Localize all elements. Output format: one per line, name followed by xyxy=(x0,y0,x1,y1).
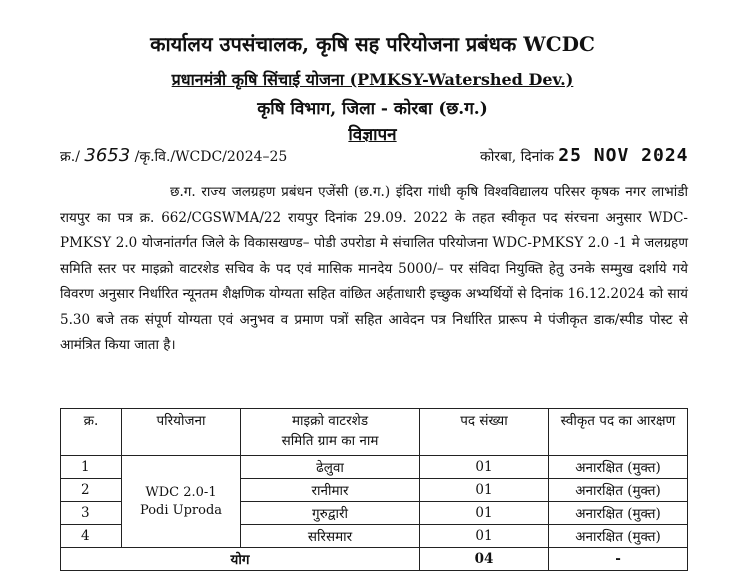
cell-reservation: अनारक्षित (मुक्त) xyxy=(549,456,688,479)
cell-village: ढेलुवा xyxy=(241,456,420,479)
header-sno: क्र. xyxy=(61,409,122,456)
total-reservation: - xyxy=(549,548,688,571)
cell-posts: 01 xyxy=(420,456,549,479)
cell-reservation: अनारक्षित (मुक्त) xyxy=(549,502,688,525)
place-date-label: कोरबा, दिनांक xyxy=(480,149,554,165)
total-posts: 04 xyxy=(420,548,549,571)
reference-number xyxy=(60,145,287,166)
cell-posts: 01 xyxy=(420,479,549,502)
cell-village: गुरुद्वारी xyxy=(241,502,420,525)
reference-suffix: /कृ.वि./WCDC/2024–25 xyxy=(134,149,288,165)
handwritten-number: 3653 xyxy=(84,145,131,166)
cell-posts: 01 xyxy=(420,525,549,548)
scheme-title: प्रधानमंत्री कृषि सिंचाई योजना (PMKSY-Watershed Dev.) xyxy=(171,70,574,89)
cell-sno: 2 xyxy=(61,479,122,502)
notice-title: विज्ञापन xyxy=(348,125,397,145)
project-line1: WDC 2.0-1 xyxy=(145,484,217,500)
date-stamp: 25 NOV 2024 xyxy=(558,145,689,166)
cell-sno: 3 xyxy=(61,502,122,525)
header-micro-watershed xyxy=(241,409,420,456)
cell-reservation: अनारक्षित (मुक्त) xyxy=(549,479,688,502)
table-total-row xyxy=(61,548,688,571)
table-header-row xyxy=(61,409,688,456)
cell-reservation: अनारक्षित (मुक्त) xyxy=(549,525,688,548)
cell-village: सरिसमार xyxy=(241,525,420,548)
header-mws-line1: माइक्रो वाटरशेड xyxy=(291,413,369,429)
posts-table xyxy=(60,408,688,571)
header-project: परियोजना xyxy=(122,409,241,456)
cell-sno: 4 xyxy=(61,525,122,548)
total-label: योग xyxy=(61,548,420,571)
reference-prefix: क्र./ xyxy=(60,149,80,165)
header-posts: पद संख्या xyxy=(420,409,549,456)
department-title: कृषि विभाग, जिला - कोरबा (छ.ग.) xyxy=(257,99,488,119)
office-title: कार्यालय उपसंचालक, कृषि सह परियोजना प्रबंधक WCDC xyxy=(150,32,595,56)
notice-body xyxy=(60,180,688,359)
cell-project xyxy=(122,456,241,548)
place-date xyxy=(480,145,689,166)
cell-village: रानीमार xyxy=(241,479,420,502)
cell-posts: 01 xyxy=(420,502,549,525)
project-line2: Podi Uproda xyxy=(139,502,223,518)
header-reservation: स्वीकृत पद का आरक्षण xyxy=(549,409,688,456)
notice-paragraph: छ.ग. राज्य जलग्रहण प्रबंधन एजेंसी (छ.ग.) इंदिरा गांधी कृषि विश्वविद्यालय परिसर कृषक नगर लाभांडी रायपुर का पत्र क्र. 662/CGSWMA/22 रायपुर दिनांक 29.09. 2022 के तहत स्वीकृत पद संरचना अनुसार WDC-PMKSY 2.0 योजनांतर्गत जिले के विकासखण्ड– पोडी उपरोडा मे संचालित परियोजना WDC-PMKSY 2.0 -1 मे जलग्रहण समिति स्तर पर माइक्रो वाटरशेड सचिव के पद एवं मासिक मानदेय 5000/– पर संविदा नियुक्ति हेतु उनके सम्मुख दर्शाये गये विवरण अनुसार निर्धारित न्यूनतम शैक्षणिक योग्यता सहित वांछित अर्हताधारी इच्छुक अभ्यर्थियों से दिनांक 16.12.2024 को सायं 5.30 बजे तक संपूर्ण योग्यता एवं अनुभव व प्रमाण पत्रों सहित आवेदन पत्र निर्धारित प्रारूप मे पंजीकृत डाक/स्पीड पोस्ट से आमंत्रित किया जाता है। xyxy=(60,184,688,353)
cell-sno: 1 xyxy=(61,456,122,479)
table-row xyxy=(61,456,688,479)
header-mws-line2: समिति ग्राम का नाम xyxy=(281,433,379,449)
